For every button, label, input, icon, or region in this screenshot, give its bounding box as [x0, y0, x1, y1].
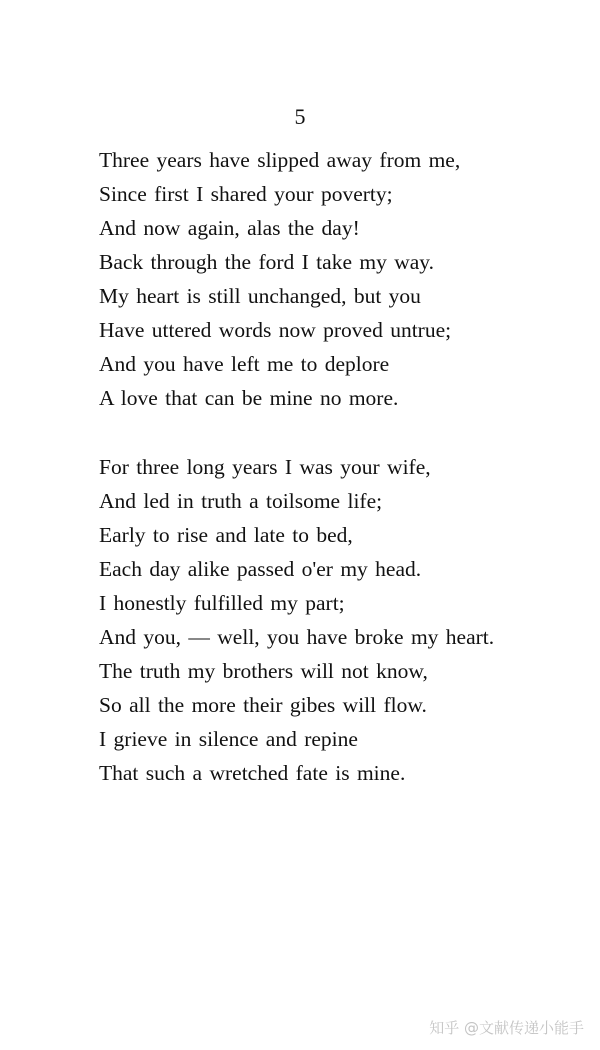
poem-line: Have uttered words now proved untrue;	[99, 318, 452, 342]
page-number: 5	[294, 104, 306, 129]
poem-line: I grieve in silence and repine	[99, 727, 358, 751]
poem-line: A love that can be mine no more.	[99, 386, 399, 410]
poem-line: And now again, alas the day!	[99, 216, 360, 240]
poem-line: And you, — well, you have broke my heart.	[99, 625, 495, 649]
stanza-1	[99, 143, 559, 415]
poem-line: I honestly fulfilled my part;	[99, 591, 345, 615]
poem-line: Each day alike passed o'er my head.	[99, 557, 422, 581]
poem-line: And you have left me to deplore	[99, 352, 390, 376]
poem-line: Back through the ford I take my way.	[99, 250, 435, 274]
stanza-2	[99, 450, 559, 790]
poem-line: The truth my brothers will not know,	[99, 659, 428, 683]
poem-line: Since first I shared your poverty;	[99, 182, 393, 206]
poem-line: Early to rise and late to bed,	[99, 523, 353, 547]
poem-line: For three long years I was your wife,	[99, 455, 431, 479]
watermark: 知乎 @文献传递小能手	[429, 1019, 584, 1037]
poem-line: So all the more their gibes will flow.	[99, 693, 427, 717]
poem-line: My heart is still unchanged, but you	[99, 284, 421, 308]
poem-line: That such a wretched fate is mine.	[99, 761, 406, 785]
poem-line: Three years have slipped away from me,	[99, 148, 461, 172]
poem-line: And led in truth a toilsome life;	[99, 489, 383, 513]
